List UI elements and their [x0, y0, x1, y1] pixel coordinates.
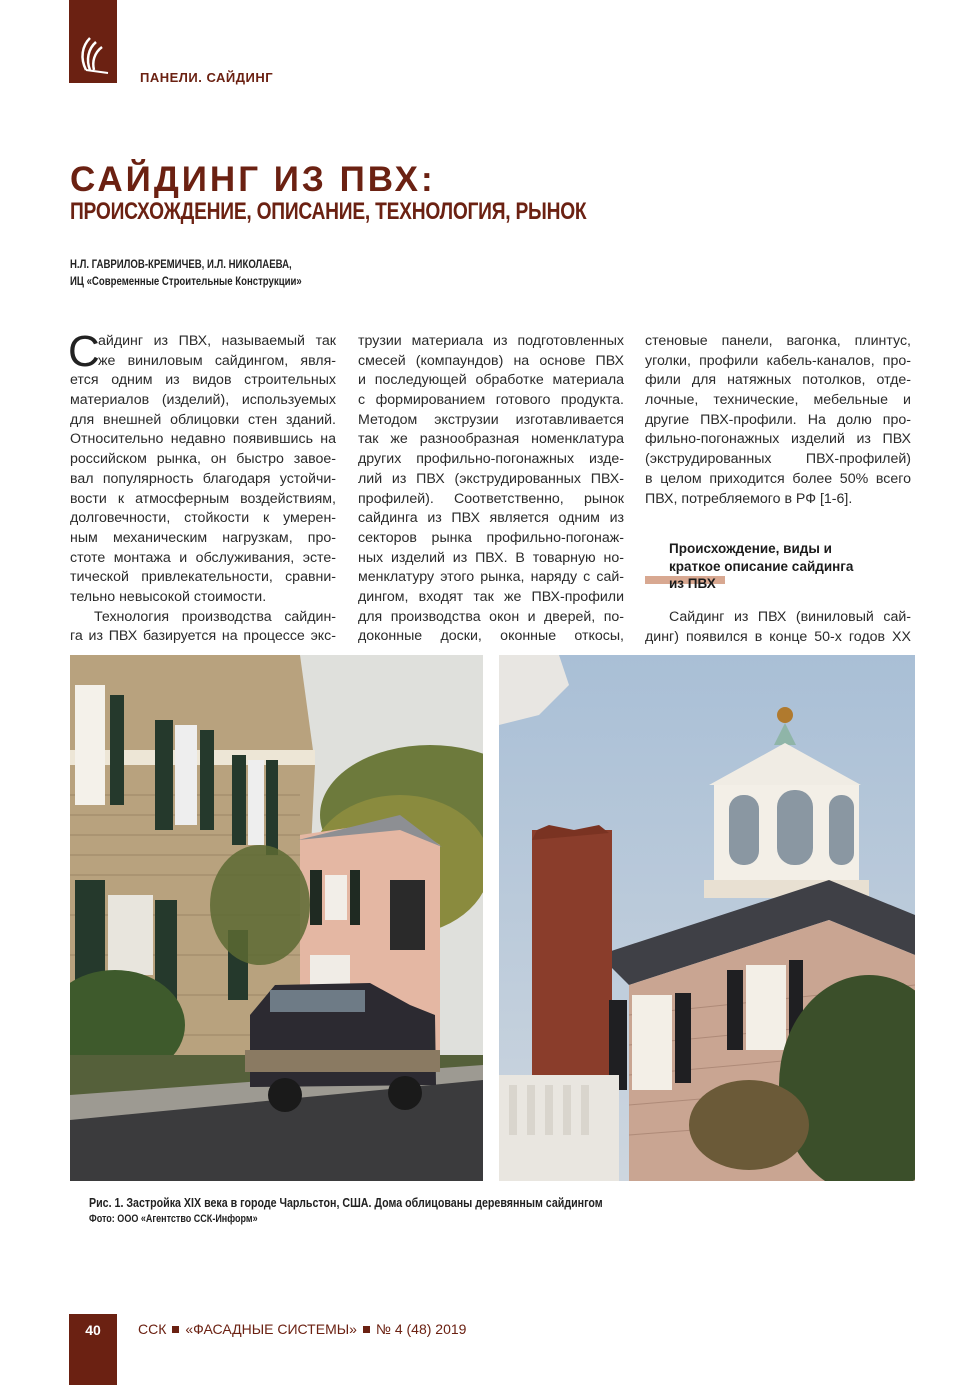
text-line: секторов рынка профильно-погонаж- [358, 529, 624, 546]
text-line: Относительно недавно появившись на [70, 431, 336, 448]
text-line: тической привлекательности, сравни- [70, 569, 336, 586]
text-line: для производства окон и дверей, по- [358, 608, 624, 625]
author-names: Н.Л. ГАВРИЛОВ-КРЕМИЧЕВ, И.Л. НИКОЛАЕВА, [70, 257, 292, 271]
article-title: САЙДИНГ ИЗ ПВХ: [70, 160, 436, 199]
footer-magazine: «ФАСАДНЫЕ СИСТЕМЫ» [185, 1321, 357, 1337]
text-line: и последующей обработке материала [358, 372, 624, 389]
text-line: дингом, входят так же ПВХ-профили [358, 588, 624, 605]
photo-cupola-house [499, 655, 915, 1181]
text-line: российском рынка, он быстро завое- [70, 451, 336, 468]
text-line: ПВХ, потребляемого в РФ [1-6]. [645, 490, 853, 507]
text-line: тельно невысокой стоимости. [70, 588, 267, 605]
text-line: долговечности, стойкости к умерен- [70, 510, 336, 527]
author-affiliation: ИЦ «Современные Строительные Конструкции» [70, 274, 302, 288]
text-line: смесей (компаундов) на основе ПВХ [358, 352, 624, 369]
subheading [669, 540, 914, 593]
article-authors [70, 256, 302, 290]
square-bullet-icon [363, 1326, 370, 1333]
text-line: сайдинга из ПВХ является одним из [358, 510, 624, 527]
subheading-line: Происхождение, виды и [669, 541, 832, 556]
header-brand-block [69, 0, 117, 83]
section-label: ПАНЕЛИ. САЙДИНГ [140, 70, 274, 85]
figure-caption [89, 1195, 603, 1227]
text-line: уголки, профили кабель-каналов, про- [645, 352, 911, 369]
text-column-1 [68, 327, 336, 647]
subheading-line: из ПВХ [669, 576, 716, 591]
text-line: ется одним из видов строительных [70, 372, 336, 389]
subheading-line: краткое описание сайдинга [669, 558, 854, 574]
footer-publisher: ССК [138, 1321, 167, 1337]
text-line: Сайдинг из ПВХ (виниловый сай- [669, 609, 911, 625]
text-line: в целом приходится более 50% всего [645, 470, 911, 487]
footer-issue: № 4 (48) 2019 [375, 1321, 467, 1337]
text-line: динг) появился в конце 50-х годов XX [645, 628, 911, 645]
photo-charleston-street [70, 655, 483, 1181]
text-line: стоте монтажа и обслуживания, эсте- [70, 549, 336, 566]
magazine-logo-icon [76, 36, 110, 76]
text-line: профилей). Соответственно, рынок [358, 490, 624, 507]
text-line: фильно-погонажных изделий из ПВХ [645, 431, 911, 448]
text-line: вости к атмосферным воздействиям, [70, 490, 336, 507]
text-line: стеновые панели, вагонка, плинтус, [645, 333, 911, 349]
text-line: ных изделий из ПВХ. В товарную но- [358, 549, 624, 566]
text-line: материалов (изделий), используемых [70, 392, 336, 409]
text-line: другие ПВХ-профили. На долю про- [645, 411, 911, 428]
text-line: лочные, технические, мебельные и [645, 392, 911, 409]
text-line: айдинг из ПВХ, называемый так [98, 333, 336, 349]
text-column-3-continued [645, 608, 911, 647]
text-line: фили для натяжных потолков, отде- [645, 372, 911, 389]
photo-credit: Фото: ООО «Агентство ССК-Информ» [89, 1213, 258, 1225]
text-line: для внешней облицовки стен зданий. [70, 411, 336, 428]
text-line: с формированием готового продукта. [358, 392, 624, 409]
text-line: лий из ПВХ (экструдированных ПВХ- [358, 470, 624, 487]
text-line: Технология производства сайдин- [94, 608, 336, 625]
text-line: ным механическим нагрузкам, про- [70, 529, 336, 546]
text-line: Методом экструзии изготавливается [358, 411, 624, 428]
text-line: менклатуру этого рынка, наряду с сай- [358, 569, 624, 586]
footer-publication [138, 1321, 466, 1337]
text-line: так же разнообразная номенклатура [358, 431, 624, 448]
page-number: 40 [85, 1322, 101, 1338]
text-line: вал популярность благодаря устойчи- [70, 470, 336, 487]
text-line: других профильно-погонажных изде- [358, 451, 624, 468]
text-line: га из ПВХ базируется на процессе экс- [70, 628, 336, 645]
caption-text: Рис. 1. Застройка XIX века в городе Чарльстон, США. Дома облицованы деревянным сайдингом [89, 1195, 603, 1210]
text-line: (экструдированных ПВХ-профилей) [645, 451, 911, 468]
text-column-3 [645, 332, 911, 509]
text-line: трузии материала из подготовленных [358, 333, 624, 349]
article-subtitle: ПРОИСХОЖДЕНИЕ, ОПИСАНИЕ, ТЕХНОЛОГИЯ, РЫНОК [70, 198, 587, 225]
text-line: доконные доски, оконные откосы, [358, 628, 624, 645]
text-column-2 [358, 332, 624, 647]
text-line: же виниловым сайдингом, явля- [98, 352, 336, 369]
square-bullet-icon [172, 1326, 179, 1333]
drop-cap: С [68, 327, 100, 376]
page-number-block [69, 1314, 117, 1385]
